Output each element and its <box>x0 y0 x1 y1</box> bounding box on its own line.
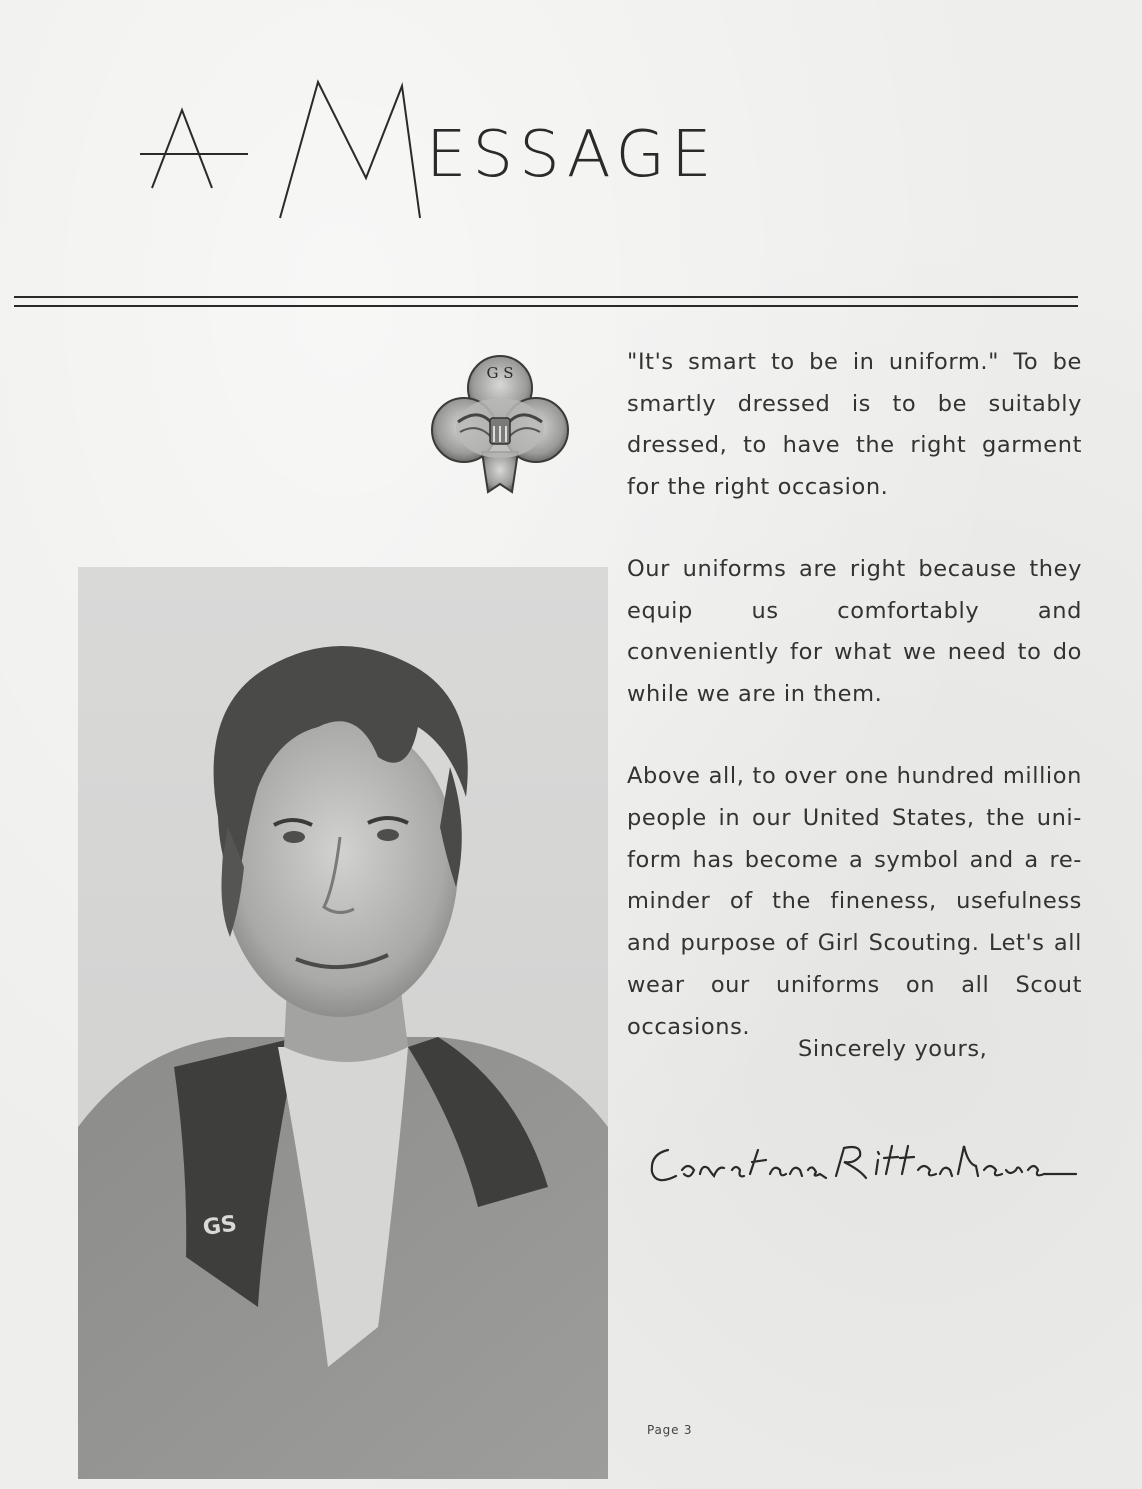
title-word-rest: ESSAGE <box>426 118 718 192</box>
paragraph-2: Our uniforms are right because they equip us comfortably and conveniently for what we need to do while we are in them. <box>627 556 1082 707</box>
paragraph-1: "It's smart to be in uniform." To be smartly dressed is to be suitably dressed, to have the right garment for the right occasion. <box>627 349 1082 500</box>
closing-line: Sincerely yours, <box>798 1036 988 1062</box>
page-title <box>140 78 740 228</box>
divider-bottom <box>14 305 1078 307</box>
trefoil-eagle-emblem-icon <box>430 352 570 497</box>
portrait-photo <box>78 567 608 1479</box>
page-number: Page 3 <box>647 1423 693 1437</box>
signature <box>640 1130 1080 1200</box>
collar-badge: GS <box>201 1211 239 1241</box>
paragraph-3: Above all, to over one hundred million people in our United States, the uni-form has become a symbol and a re-minder of the fineness, usefulness and purpose of Girl Scouting. Let's all wear our uniforms on all Scout occasions. <box>627 763 1082 1040</box>
divider-top <box>14 296 1078 298</box>
emblem-lettering: G S <box>486 364 514 382</box>
letter-body <box>627 342 1082 1090</box>
